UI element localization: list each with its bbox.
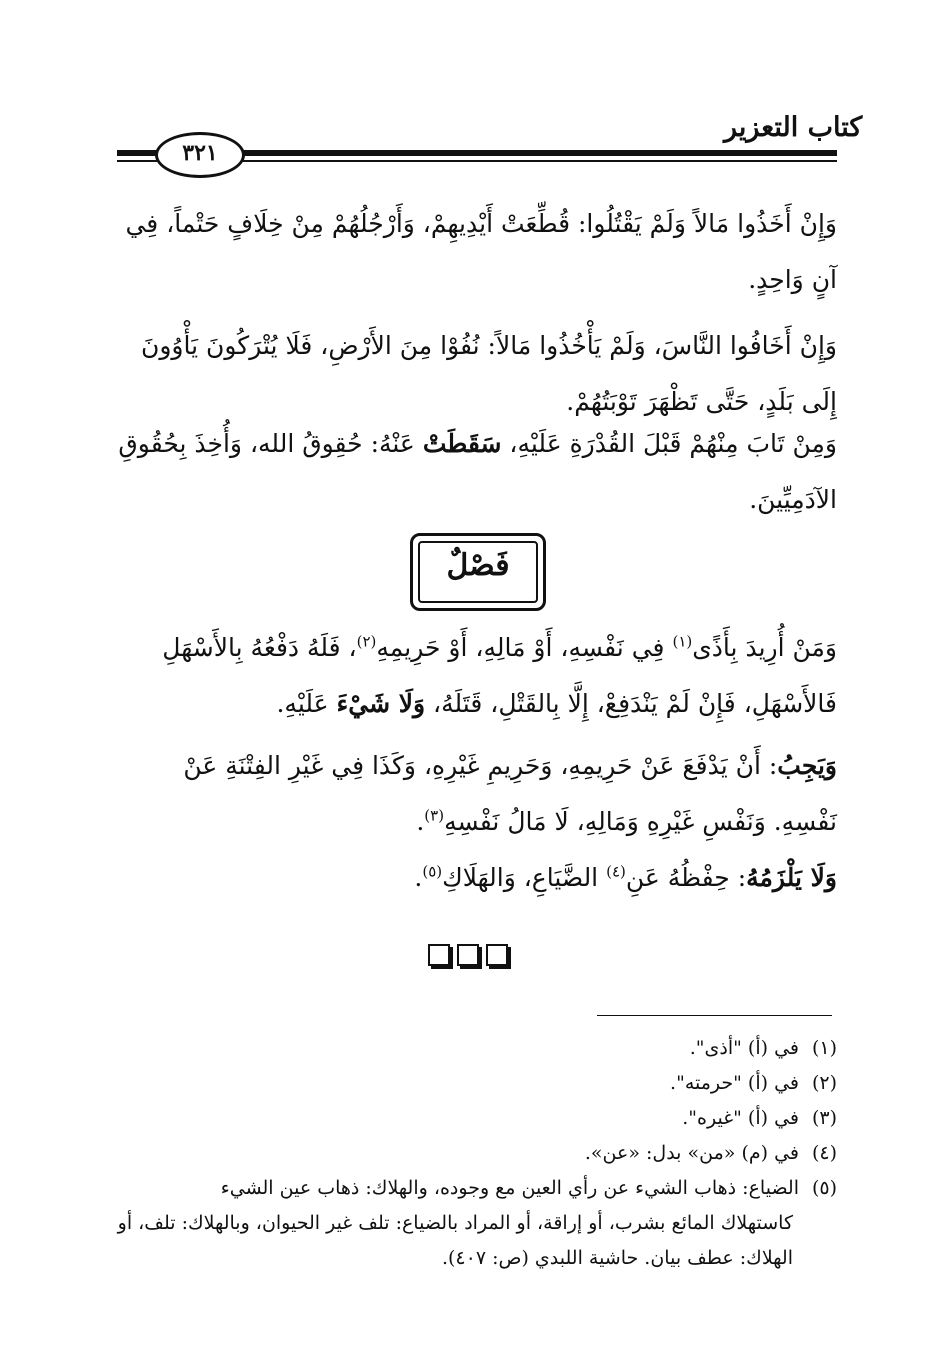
paragraph-6-end: . xyxy=(414,863,423,892)
paragraph-4-text-d: عَلَيْهِ. xyxy=(276,689,337,718)
footnotes xyxy=(117,1031,837,1276)
paragraph-5-text: : أَنْ يَدْفَعَ عَنْ حَرِيمِهِ، وَحَرِيمِ غَيْرِهِ، وَكَذَا فِي غَيْرِ الفِتْنَةِ عَنْ نَفْسِهِ. وَنَفْسِ غَيْرِهِ وَمَالِهِ، لَا مَالُ نَفْسِهِ xyxy=(183,751,837,836)
paragraph-3-text-a: وَمِنْ تَابَ مِنْهُمْ قَبْلَ القُدْرَةِ عَلَيْهِ، xyxy=(501,429,837,458)
paragraph-6 xyxy=(117,850,837,906)
footnote-divider xyxy=(597,1015,832,1016)
paragraph-1 xyxy=(117,196,837,308)
footnote-ref-3: (٣) xyxy=(424,806,445,825)
footnote-ref-5: (٥) xyxy=(422,862,443,881)
paragraph-4-text-c: ، فَلَهُ دَفْعُهُ بِالأَسْهَلِ فَالأَسْهَلِ، فَإِنْ لَمْ يَنْدَفِعْ، إِلَّا بِالقَتْلِ، قَتَلَهُ، xyxy=(162,633,837,718)
footnote-4 xyxy=(117,1136,837,1171)
end-square-icon xyxy=(486,944,508,966)
paragraph-4 xyxy=(117,620,837,732)
footnote-5-continuation xyxy=(117,1206,837,1276)
section-title: فَصْلٌ xyxy=(446,548,510,583)
paragraph-4-text-b: فِي نَفْسِهِ، أَوْ مَالِهِ، أَوْ حَرِيمِهِ xyxy=(376,633,673,662)
footnote-3-text: في (أ) "غيره". xyxy=(682,1107,799,1129)
footnote-2-text: في (أ) "حرمته". xyxy=(670,1072,799,1094)
paragraph-6-text-b: الضَّيَاعِ، وَالهَلَاكِ xyxy=(442,863,607,892)
paragraph-5-bold: وَيَجِبُ xyxy=(777,751,837,780)
footnote-4-number: (٤) xyxy=(811,1142,837,1164)
paragraph-2 xyxy=(117,318,837,430)
footnote-ref-1: (١) xyxy=(672,632,693,651)
footnote-1 xyxy=(117,1031,837,1066)
paragraph-5 xyxy=(117,738,837,850)
paragraph-3-bold: سَقَطَتْ xyxy=(422,429,502,458)
footnote-4-text: في (م) «من» بدل: «عن». xyxy=(584,1142,799,1164)
footnote-1-number: (١) xyxy=(811,1037,837,1059)
footnote-ref-4: (٤) xyxy=(606,862,626,881)
paragraph-2-text: وَإِنْ أَخَافُوا النَّاسَ، وَلَمْ يَأْخُذُوا مَالاً: نُفُوْا مِنَ الأَرْضِ، فَلَا يُتْرَكُونَ يَأْوُونَ إِلَى بَلَدٍ، حَتَّى تَظْهَرَ تَوْبَتُهُمْ. xyxy=(141,331,837,416)
footnote-5-text: الضياع: ذهاب الشيء عن رأي العين مع وجوده، والهلاك: ذهاب عين الشيء xyxy=(220,1177,799,1199)
paragraph-5-end: . xyxy=(416,807,425,836)
page-number-frame xyxy=(155,132,245,178)
footnote-2-number: (٢) xyxy=(811,1072,837,1094)
paragraph-4-bold: وَلَا شَيْءَ xyxy=(336,689,426,718)
footnote-5 xyxy=(117,1171,837,1206)
book-title: كتاب التعزير xyxy=(724,112,863,143)
paragraph-3-text-b: عَنْهُ: حُقِوقُ الله، وَأُخِذَ بِحُقُوقِ الآدَمِيِّينَ. xyxy=(118,429,837,514)
page-number: ٣٢١ xyxy=(182,140,218,166)
paragraph-6-bold: وَلَا يَلْزَمُهُ xyxy=(746,863,837,892)
paragraph-1-text: وَإِنْ أَخَذُوا مَالاً وَلَمْ يَقْتُلُوا: قُطِّعَتْ أَيْدِيهِمْ، وَأَرْجُلُهُمْ مِنْ خِلَافٍ حَتْماً، فِي آنٍ وَاحِدٍ. xyxy=(125,209,837,294)
footnote-2 xyxy=(117,1066,837,1101)
footnote-3-number: (٣) xyxy=(811,1107,837,1129)
paragraph-4-text-a: وَمَنْ أُرِيدَ بِأَذًى xyxy=(692,633,837,662)
chapter-end-marks xyxy=(428,944,508,966)
footnote-5-continuation-text: كاستهلاك المائع بشرب، أو إراقة، أو المراد بالضياع: تلف غير الحيوان، وبالهلاك: تلف، أو الهلاك: عطف بيان. حاشية اللبدي (ص: ٤٠٧). xyxy=(117,1212,793,1269)
end-square-icon xyxy=(457,944,479,966)
footnote-1-text: في (أ) "أذى". xyxy=(689,1037,799,1059)
footnote-3 xyxy=(117,1101,837,1136)
section-heading-box xyxy=(410,533,546,611)
paragraph-3 xyxy=(117,416,837,528)
end-square-icon xyxy=(428,944,450,966)
footnote-5-number: (٥) xyxy=(811,1177,837,1199)
footnote-ref-2: (٢) xyxy=(356,632,377,651)
paragraph-6-text-a: : حِفْظُهُ عَنِ xyxy=(625,863,747,892)
